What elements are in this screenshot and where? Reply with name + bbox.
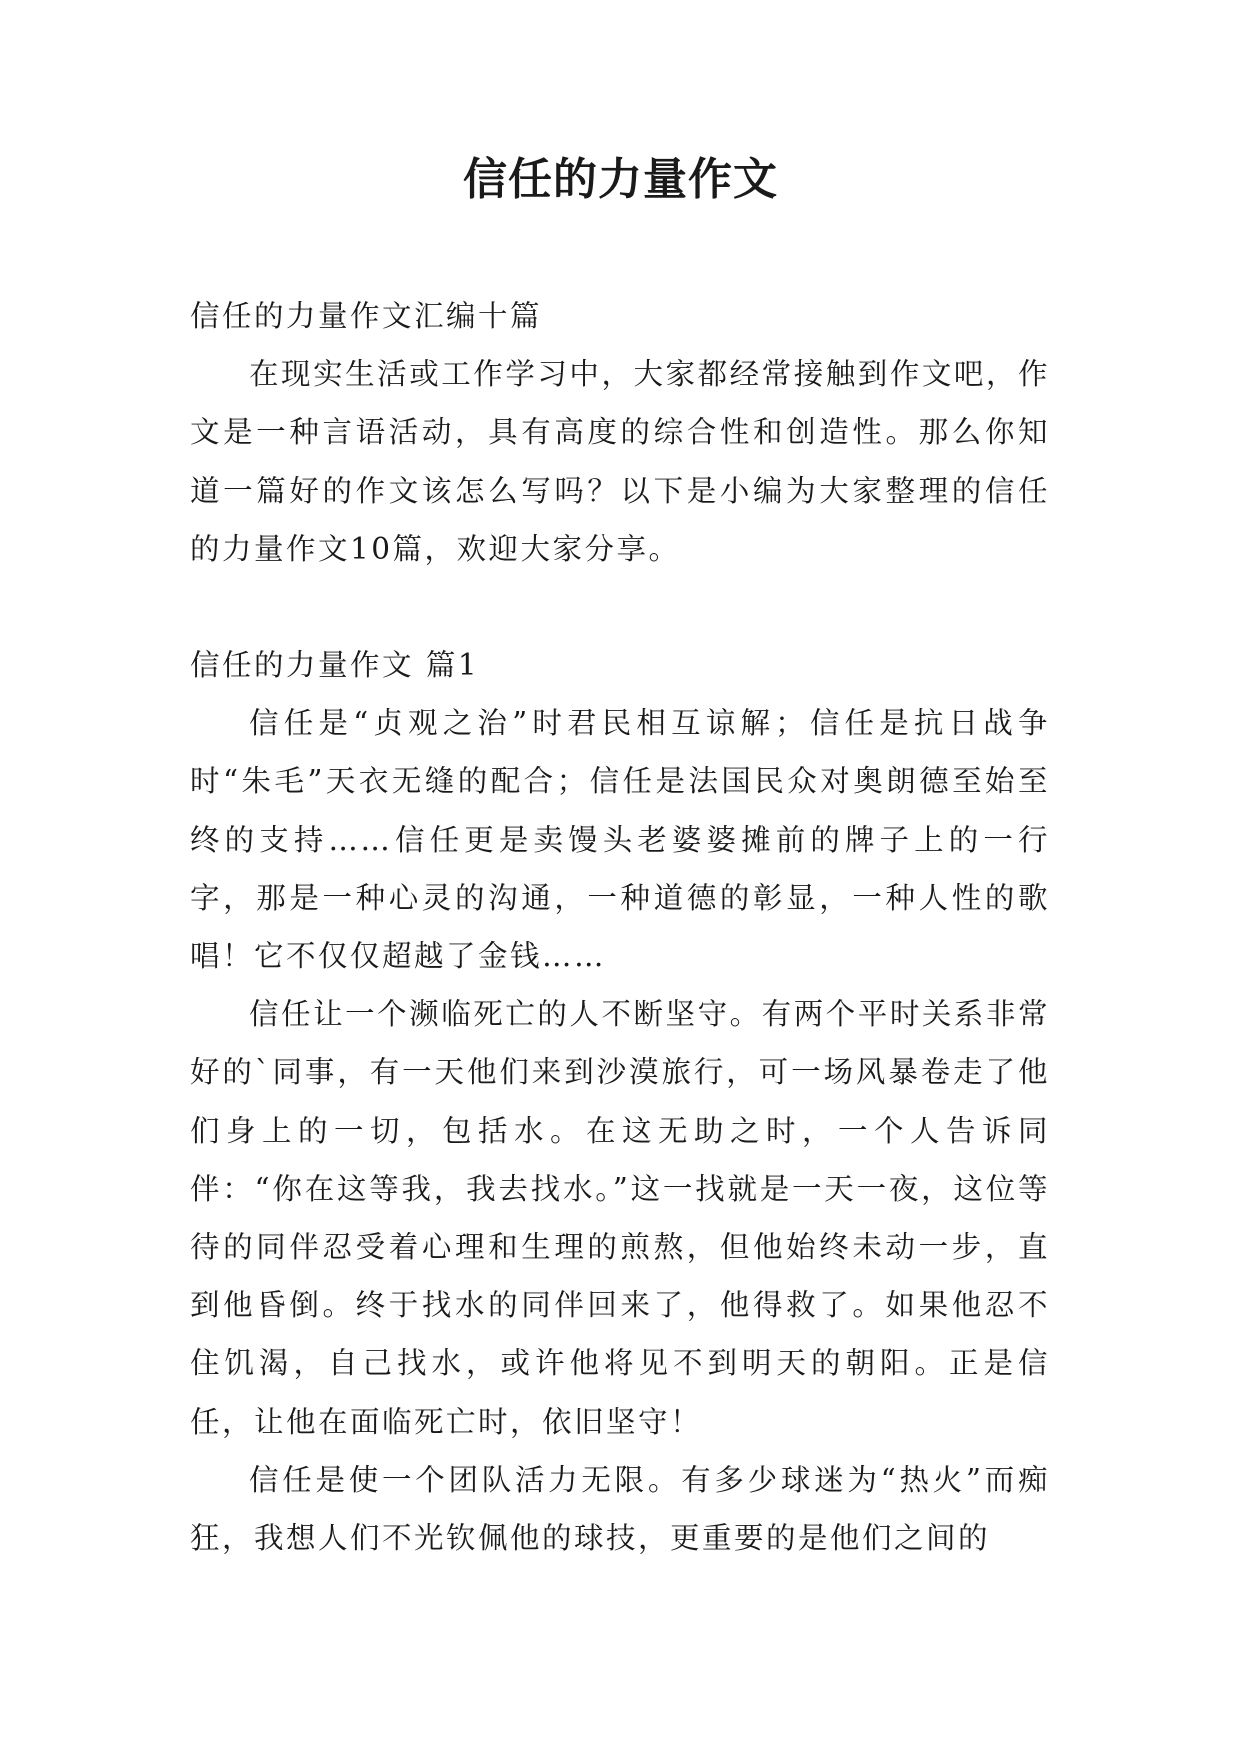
body-paragraph-1: 信任是“贞观之治”时君民相互谅解；信任是抗日战争时“朱毛”天衣无缝的配合；信任是法国民众对奥朗德至始至终的支持……信任更是卖馒头老婆婆摊前的牌子上的一行字，那是一种心灵的沟通，一种道德的彰显，一种人性的歌唱！它不仅仅超越了金钱…… (190, 706, 1050, 974)
document-title: 信任的力量作文 (463, 154, 778, 205)
body-paragraph-3: 信任是使一个团队活力无限。有多少球迷为“热火”而痴狂，我想人们不光钦佩他的球技，更重要的是他们之间的 (190, 1462, 1050, 1556)
document-subtitle: 信任的力量作文汇编十篇 (190, 299, 543, 333)
intro-paragraph: 在现实生活或工作学习中，大家都经常接触到作文吧，作文是一种言语活动，具有高度的综合性和创造性。那么你知道一篇好的作文该怎么写吗？以下是小编为大家整理的信任的力量作文10篇，欢迎大家分享。 (190, 357, 1050, 566)
document-body (190, 287, 1050, 1567)
section-spacer (190, 578, 1050, 636)
body-paragraph-2: 信任让一个濒临死亡的人不断坚守。有两个平时关系非常好的`同事，有一天他们来到沙漠旅行，可一场风暴卷走了他们身上的一切，包括水。在这无助之时，一个人告诉同伴：“你在这等我，我去找水。”这一找就是一天一夜，这位等待的同伴忍受着心理和生理的煎熬，但他始终未动一步，直到他昏倒。终于找水的同伴回来了，他得救了。如果他忍不住饥渴，自己找水，或许他将见不到明天的朝阳。正是信任，让他在面临死亡时，依旧坚守！ (190, 997, 1050, 1439)
section-heading: 信任的力量作文 篇1 (190, 648, 480, 683)
